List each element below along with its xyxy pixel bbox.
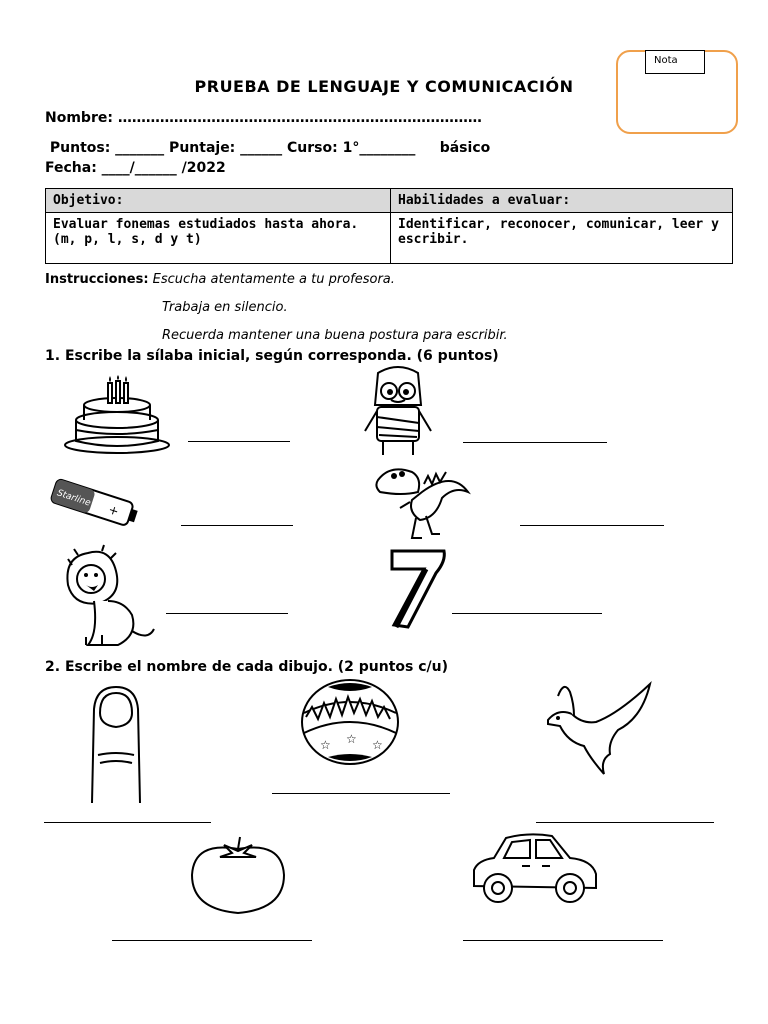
answer-blank-mummy[interactable] (463, 442, 607, 443)
svg-text:☆: ☆ (346, 732, 357, 746)
ball-icon (298, 677, 402, 767)
answer-blank-finger[interactable] (44, 822, 211, 823)
grade-label: Nota (645, 50, 705, 74)
battery-icon (48, 475, 140, 531)
mummy-icon (363, 365, 433, 457)
answer-blank-cake[interactable] (188, 441, 290, 442)
dove-icon (538, 678, 656, 778)
objectives-table (45, 188, 733, 264)
svg-text:☆: ☆ (320, 738, 331, 752)
skills-header: Habilidades a evaluar: (391, 189, 733, 213)
question-1-text: Escribe la sílaba inicial, según corresponda. (6 puntos) (64, 348, 499, 364)
objective-header: Objetivo: (46, 189, 391, 213)
instruction-line-2: Trabaja en silencio. (162, 300, 288, 315)
date-line[interactable]: Fecha: ____/______ /2022 (45, 160, 226, 176)
tomato-icon (190, 835, 286, 915)
svg-text:☆: ☆ (372, 738, 383, 752)
instruction-line-3: Recuerda mantener una buena postura para escribir. (162, 328, 508, 343)
instruction-line-1: Escucha atentamente a tu profesora. (152, 272, 395, 287)
finger-icon (86, 685, 146, 805)
lion-icon (58, 545, 158, 653)
answer-blank-car[interactable] (463, 940, 663, 941)
dinosaur-icon (372, 462, 470, 540)
skills-cell: Identificar, reconocer, comunicar, leer y escribir. (391, 213, 733, 264)
objective-cell: Evaluar fonemas estudiados hasta ahora. (m, p, l, s, d y t) (46, 213, 391, 264)
answer-blank-lion[interactable] (166, 613, 288, 614)
car-icon (468, 830, 600, 906)
points-line[interactable]: Puntos: _______ Puntaje: ______ Curso: 1°________ básico (45, 140, 491, 156)
instructions: Instrucciones: Escucha atentamente a tu profesora. (45, 272, 395, 287)
question-2-text: Escribe el nombre de cada dibujo. (2 puntos c/u) (64, 659, 449, 675)
svg-text:+: + (106, 502, 121, 519)
answer-blank-battery[interactable] (181, 525, 293, 526)
question-1-number: 1 (45, 348, 55, 364)
question-2: 2. Escribe el nombre de cada dibujo. (2 puntos c/u) (45, 659, 449, 675)
answer-blank-dove[interactable] (536, 822, 714, 823)
battery-brand-text: Starline (55, 488, 92, 509)
answer-blank-dinosaur[interactable] (520, 525, 664, 526)
page-title: PRUEBA DE LENGUAJE Y COMUNICACIÓN (194, 77, 574, 96)
instructions-label: Instrucciones (45, 272, 144, 287)
answer-blank-seven[interactable] (452, 613, 602, 614)
question-2-number: 2 (45, 659, 55, 675)
question-1: 1. Escribe la sílaba inicial, según corresponda. (6 puntos) (45, 348, 499, 364)
cake-icon (62, 375, 172, 455)
number-seven-icon (386, 547, 448, 631)
answer-blank-ball[interactable] (272, 793, 450, 794)
answer-blank-tomato[interactable] (112, 940, 312, 941)
name-line[interactable]: Nombre: …………………………………………………………………… (45, 110, 482, 126)
